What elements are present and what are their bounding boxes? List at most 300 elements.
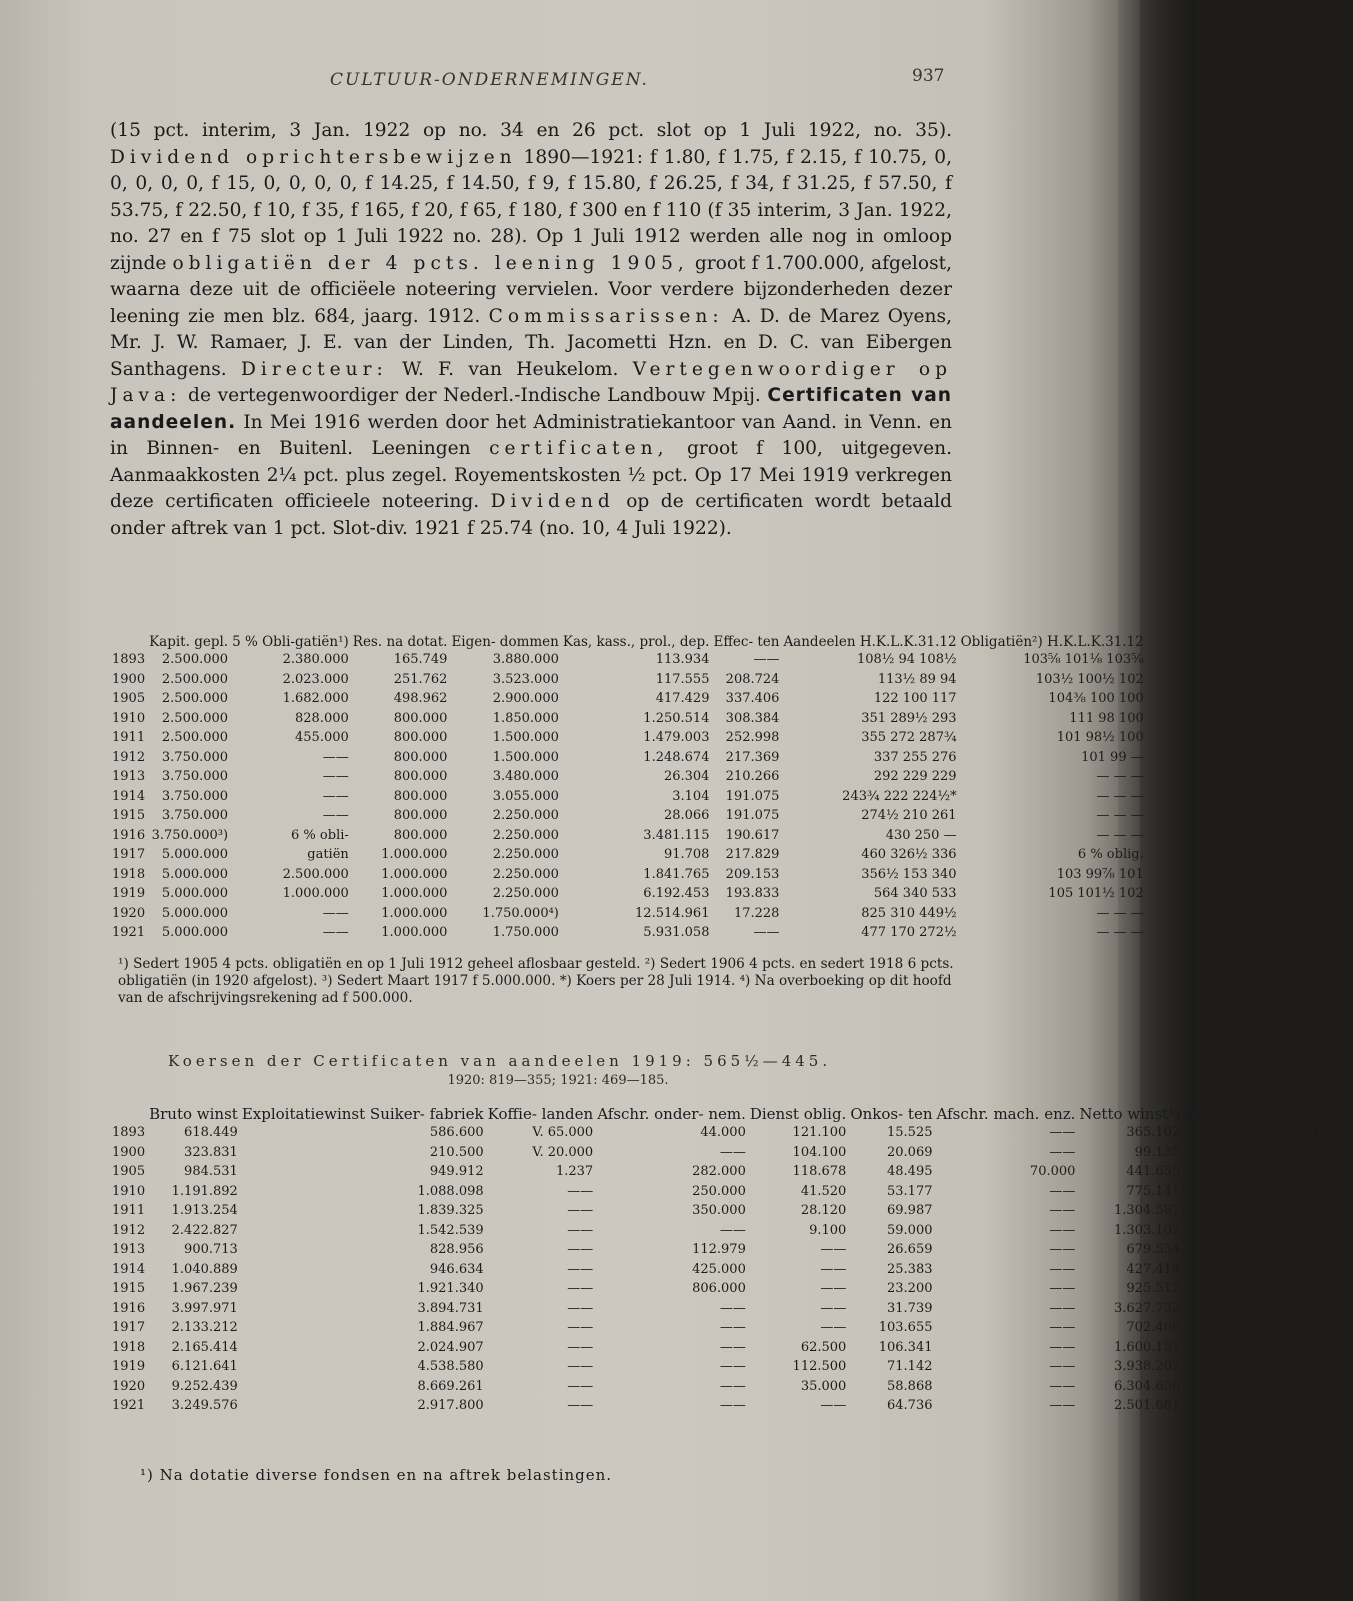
table-cell: 105 101½ 102 <box>1048 886 1144 901</box>
table-cell: 337 255 276 <box>873 749 957 765</box>
table-cell: 28.066 <box>663 808 710 823</box>
table-cell: —— <box>1049 1144 1076 1160</box>
table-cell: 1.500.000 <box>492 730 559 745</box>
table-cell: 24⅜ % <box>1254 1183 1301 1199</box>
table-cell: 28.120 <box>800 1203 847 1218</box>
table-cell: 6.192.453 <box>643 886 710 901</box>
table-cell: 441.655 <box>1126 1164 1181 1179</box>
balance-table <box>110 634 1146 943</box>
table-cell: 112.979 <box>692 1242 746 1257</box>
table-cell: 564 340 533 <box>873 886 957 901</box>
table-cell: 2.250.000 <box>492 808 559 823</box>
table-cell: 2.422.827 <box>171 1222 238 1238</box>
table-cell: f110.— <box>1304 1398 1352 1413</box>
table-cell: 800.000 <box>393 788 448 804</box>
table-row <box>110 767 1146 787</box>
table-cell: —— <box>322 808 349 823</box>
table-cell: —— <box>322 905 349 921</box>
table-cell: —— <box>1049 1203 1076 1218</box>
table-cell: 9.100 <box>809 1222 847 1238</box>
table-cell: 3.880.000 <box>492 652 559 667</box>
table-cell: 40⅛ % <box>1254 1203 1301 1218</box>
column-header: Exploitatiewinst Suiker- fabriek <box>241 1105 484 1123</box>
year-cell: 1917 <box>112 847 146 862</box>
table-cell: —— <box>567 1359 594 1374</box>
table-cell: 64.736 <box>887 1398 933 1413</box>
year-cell: 1916 <box>112 1300 146 1316</box>
table-cell: 800.000 <box>393 827 448 843</box>
table-cell: 949.912 <box>429 1164 484 1179</box>
table-cell: 925.512 <box>1126 1281 1181 1296</box>
table-cell: 101 99 — <box>1081 749 1144 765</box>
director-text: W. F. van Heukelom. <box>387 358 633 380</box>
table-cell: 308.384 <box>725 710 780 726</box>
table-cell: 8.669.261 <box>417 1378 484 1394</box>
table-cell: 1.750.000⁴) <box>482 905 559 921</box>
table-cell: 12.514.961 <box>635 905 710 921</box>
table-row <box>110 1240 1353 1260</box>
column-header: Koffie- landen <box>487 1105 594 1123</box>
table-cell: —— <box>567 1398 594 1413</box>
body-text <box>110 118 952 542</box>
running-title: CULTUUR-ONDERNEMINGEN. <box>330 70 649 90</box>
year-cell: 1893 <box>112 652 146 667</box>
table-cell: 3.750.000 <box>161 769 229 784</box>
table-cell: 3.938.202 <box>1114 1359 1181 1374</box>
table-cell: 618.449 <box>184 1125 238 1140</box>
table-cell: —— <box>820 1261 847 1277</box>
table-cell: —— <box>322 925 349 940</box>
table-cell: 5.000.000 <box>161 905 229 921</box>
table-cell: 103.655 <box>878 1320 933 1335</box>
table-cell: 800.000 <box>393 749 448 765</box>
table-cell: 44.000 <box>700 1125 746 1140</box>
table-cell: f 22.50 <box>1305 1242 1352 1257</box>
table-cell: —— <box>719 1300 746 1316</box>
table-cell: 96 % <box>1267 1378 1301 1394</box>
table-cell: 112.500 <box>792 1359 847 1374</box>
table-cell: 2.500.000 <box>161 652 229 667</box>
table-cell: —— <box>567 1222 594 1238</box>
table-cell: 2.380.000 <box>282 652 349 667</box>
certificates-heading: Certificaten van aandeelen. <box>110 385 952 433</box>
table-cell: —— <box>719 1144 746 1160</box>
table-row <box>110 806 1146 826</box>
table-cell: 113.934 <box>655 652 710 667</box>
table-cell: 191.075 <box>725 788 780 804</box>
table-cell: —— <box>820 1320 847 1335</box>
column-header: Bruto winst <box>149 1105 238 1123</box>
table-cell: 104.100 <box>792 1144 847 1160</box>
table-cell: — — — <box>1096 925 1144 940</box>
table-cell: f 14.50 <box>1305 1164 1352 1179</box>
table-cell: —— <box>1049 1378 1076 1394</box>
table-cell: —— <box>567 1281 594 1296</box>
table-cell: 39 % <box>1267 1398 1301 1413</box>
table-cell: 365.102 <box>1126 1125 1181 1140</box>
table-cell: —— <box>820 1281 847 1296</box>
table-cell: 118.678 <box>792 1164 847 1179</box>
table-cell: — — — <box>1096 808 1144 823</box>
table-cell: 5.000.000 <box>161 886 229 901</box>
column-header: Eigen- dommen <box>451 634 559 650</box>
table-cell: f 53.75 <box>1305 1222 1352 1238</box>
table-cell: 806.000 <box>692 1281 746 1296</box>
table-cell: 3.523.000 <box>492 671 559 687</box>
table-cell: 3.249.576 <box>171 1398 238 1413</box>
table-cell: 6.121.641 <box>171 1359 238 1374</box>
table-cell: 59.000 <box>887 1222 933 1238</box>
table-cell: —— <box>1049 1339 1076 1355</box>
table-header-row <box>110 1105 1353 1123</box>
table-cell: 1.839.325 <box>417 1203 484 1218</box>
representative-text: de vertegenwoordiger der Nederl.-Indische Landbouw Mpij. <box>181 385 768 406</box>
table-cell: 274½ 210 261 <box>861 808 957 823</box>
table-cell: 9.252.439 <box>171 1378 238 1394</box>
table-cell: —— <box>567 1339 594 1355</box>
table-cell: 477 170 272½ <box>861 925 957 940</box>
table-cell: —— <box>753 652 780 667</box>
obligation-label: obligatiën der 4 pcts. leening 1905, <box>172 252 689 274</box>
table-cell: —— <box>820 1398 847 1413</box>
table-cell: 4.538.580 <box>417 1359 484 1374</box>
table-row <box>110 1201 1353 1221</box>
table-cell: —— <box>567 1320 594 1335</box>
table-row <box>110 1318 1353 1338</box>
table-cell: 351 289½ 293 <box>861 710 957 726</box>
table-header-row <box>110 634 1146 650</box>
table-cell: f 10.— <box>1308 1261 1352 1277</box>
year-cell: 1913 <box>112 1242 146 1257</box>
table-cell: 800.000 <box>393 710 448 726</box>
table-cell: —— <box>719 1398 746 1413</box>
table-cell: 1.237 <box>555 1164 594 1179</box>
column-header: Onkos- ten <box>850 1105 933 1123</box>
table-cell: 26.304 <box>663 769 710 784</box>
table-row <box>110 1357 1353 1377</box>
column-header: Afschr. onder- nem. <box>597 1105 746 1123</box>
table-cell: 1.967.239 <box>171 1281 238 1296</box>
representative-label: Vertegenwoordiger op Java: <box>110 358 953 406</box>
table-cell: 70.000 <box>1029 1164 1076 1179</box>
page-number: 937 <box>912 66 945 86</box>
dividend-label: Dividend oprichtersbewijzen <box>110 146 517 168</box>
table-cell: 101 98½ 100 <box>1056 730 1144 745</box>
director-label: Directeur: <box>241 358 388 380</box>
table-cell: gatiën <box>307 847 349 862</box>
table-cell: 3.9 % <box>1263 1144 1301 1160</box>
column-header: Aandeelen H.K.L.K.31.12 <box>783 634 957 650</box>
table-row <box>110 1182 1353 1202</box>
table-cell: 99.135 <box>1134 1144 1181 1160</box>
table-cell: 91.708 <box>663 847 710 862</box>
table-cell: 946.634 <box>429 1261 484 1277</box>
table-cell: 430 250 — <box>885 827 957 843</box>
table-cell: 3.627.732 <box>1114 1300 1181 1316</box>
certificate-prices <box>168 1052 948 1090</box>
table-cell: —— <box>1325 1144 1352 1160</box>
table-cell: 498.962 <box>393 691 448 706</box>
table-cell: 1.921.340 <box>417 1281 484 1296</box>
table-row <box>110 845 1146 865</box>
table-cell: 23.200 <box>887 1281 933 1296</box>
year-cell: 1910 <box>112 1183 146 1199</box>
table-cell: 209.153 <box>725 866 780 882</box>
table-cell: 6 % obli- <box>291 827 349 843</box>
table-cell: —— <box>719 1339 746 1355</box>
column-header: Netto winst¹) <box>1079 1105 1181 1123</box>
year-cell: 1905 <box>112 1164 146 1179</box>
table-cell: 208.724 <box>725 671 780 687</box>
table-cell: 2.917.800 <box>417 1398 484 1413</box>
table-cell: 48.495 <box>887 1164 933 1179</box>
table-cell: 111 98 100 <box>1069 710 1144 726</box>
table-cell: 3.480.000 <box>492 769 559 784</box>
table-cell: 1.850.000 <box>492 710 559 726</box>
column-header: Res. na dotat. <box>352 634 448 650</box>
table-cell: 1.500.000 <box>492 749 559 765</box>
table-cell: 26.659 <box>887 1242 933 1257</box>
table-cell: 1.000.000 <box>381 886 448 901</box>
prices-line-1: Koersen der Certificaten van aandeelen 1919: 565½—445. <box>168 1052 832 1070</box>
table-cell: f 57.50 <box>1305 1203 1352 1218</box>
table-row <box>110 1221 1353 1241</box>
table-cell: 1.191.892 <box>171 1183 238 1199</box>
table-cell: —— <box>1049 1398 1076 1413</box>
table-row <box>110 1279 1353 1299</box>
table-cell: 1.913.254 <box>171 1203 238 1218</box>
table-cell: 1.088.098 <box>417 1183 484 1199</box>
table-cell: f165.— <box>1304 1300 1352 1316</box>
table-cell: 217.829 <box>725 847 780 862</box>
column-header: Kas, kass., prol., dep. <box>562 634 710 650</box>
table-cell: —— <box>1049 1261 1076 1277</box>
table-cell: 108½ 94 108½ <box>856 652 957 667</box>
table-cell: 1.304.587 <box>1114 1203 1181 1218</box>
year-cell: 1900 <box>112 1144 146 1160</box>
year-cell: 1919 <box>112 886 146 901</box>
table-cell: f 2.15 <box>1313 1125 1352 1140</box>
table-cell: 5.931.058 <box>643 925 710 940</box>
year-cell: 1920 <box>112 905 146 921</box>
table-cell: 2.250.000 <box>492 827 559 843</box>
table-cell: 1.000.000 <box>381 847 448 862</box>
table-cell: 2.900.000 <box>492 691 559 706</box>
table-cell: 282.000 <box>692 1164 746 1179</box>
table-cell: 31.739 <box>887 1300 933 1316</box>
table-cell: 2.023.000 <box>282 671 349 687</box>
profit-table <box>110 1105 1353 1416</box>
obligation-text: groot f 1.700.000, afgelost, waarna deze uit de officiëele noteering vervielen. Voor verdere bijzonderheden dezer leening zie men blz. 684, jaarg. 1912. <box>110 252 952 327</box>
table-cell: 252.998 <box>725 730 780 745</box>
table-cell: 2.500.000 <box>161 710 229 726</box>
table-cell: —— <box>719 1222 746 1238</box>
year-cell: 1911 <box>112 730 146 745</box>
table-cell: —— <box>322 749 349 765</box>
year-cell: 1910 <box>112 710 146 726</box>
table-cell: —— <box>567 1203 594 1218</box>
column-header: Afschr. mach. enz. <box>936 1105 1076 1123</box>
column-header: Dienst oblig. <box>749 1105 847 1123</box>
table-row <box>110 826 1146 846</box>
footnote-text: ¹) Sedert 1905 4 pcts. obligatiën en op 1 Juli 1912 geheel aflosbaar gesteld. ²) Sedert 1906 4 pcts. en sedert 1918 6 pcts. obligatiën (in 1920 afgelost). ³) Sedert Maart 1917 f 5.000.000. *) Koers per 28 Juli 1914. ⁴) Na overboeking op dit hoofd van de afschrijvingsrekening ad f 500.000. <box>118 956 954 1006</box>
table-cell: 828.956 <box>429 1242 484 1257</box>
table-row <box>110 1123 1353 1143</box>
table-cell: 106.341 <box>878 1339 933 1355</box>
table-cell: 2.165.414 <box>171 1339 238 1355</box>
table-cell: — — — <box>1096 827 1144 843</box>
table-cell: 1.750.000 <box>492 925 559 940</box>
table-cell: 62.500 <box>800 1339 847 1355</box>
year-cell: 1912 <box>112 749 146 765</box>
table-cell: 3.750.000 <box>161 749 229 765</box>
table-cell: 460 326½ 336 <box>861 847 957 862</box>
table-cell: 1.250.514 <box>643 710 710 726</box>
table-row <box>110 923 1146 943</box>
column-header <box>110 634 147 650</box>
table-cell: —— <box>1049 1300 1076 1316</box>
table-cell: 103⅝ 101⅛ 103⅝ <box>1023 652 1144 667</box>
table-cell: —— <box>1049 1222 1076 1238</box>
column-header <box>110 1105 147 1123</box>
table-cell: —— <box>1049 1359 1076 1374</box>
table-cell: 427.414 <box>1126 1261 1181 1277</box>
table-cell: 2.024.907 <box>417 1339 484 1355</box>
profit-footnote: ¹) Na dotatie diverse fondsen en na aftrek belastingen. <box>140 1466 613 1484</box>
table-cell: 825 310 449½ <box>861 905 957 921</box>
table-cell: 2.501.681 <box>1114 1398 1181 1413</box>
table-cell: 1.000.000 <box>282 886 349 901</box>
column-header: Obligatiën²) H.K.L.K.31.12 <box>960 634 1144 650</box>
table-cell: 1.600.157 <box>1114 1339 1181 1355</box>
table-cell: 800.000 <box>393 730 448 745</box>
table-row <box>110 670 1146 690</box>
table-cell: —— <box>1049 1242 1076 1257</box>
table-cell: 210.500 <box>429 1144 484 1160</box>
table-cell: 25.383 <box>887 1261 933 1277</box>
table-cell: 210.266 <box>725 769 780 784</box>
year-cell: 1912 <box>112 1222 146 1238</box>
table-cell: —— <box>719 1359 746 1374</box>
table-cell: 53.177 <box>887 1183 933 1199</box>
table-cell: —— <box>1049 1183 1076 1199</box>
table-cell: —— <box>753 925 780 940</box>
table-cell: 217.369 <box>725 749 780 765</box>
table-row <box>110 1338 1353 1358</box>
table-cell: f 20.— <box>1308 1320 1352 1335</box>
year-cell: 1893 <box>112 1125 146 1140</box>
year-cell: 1914 <box>112 1261 146 1277</box>
table-row <box>110 1299 1353 1319</box>
column-header: 5 % Obli-gatiën¹) <box>232 634 349 650</box>
table-row <box>110 1377 1353 1397</box>
year-cell: 1918 <box>112 1339 146 1355</box>
table-cell: 2.500.000 <box>161 671 229 687</box>
table-cell: V. 20.000 <box>532 1144 594 1160</box>
year-cell: 1911 <box>112 1203 146 1218</box>
table-cell: —— <box>820 1300 847 1316</box>
year-cell: 1900 <box>112 671 146 687</box>
table-cell: 3.997.971 <box>171 1300 238 1316</box>
year-cell: 1915 <box>112 1281 146 1296</box>
dividend-cert-text: op de certificaten wordt betaald onder aftrek van 1 pct. Slot-div. 1921 f 25.74 (no. 10, 4 Juli 1922). <box>110 491 952 539</box>
table-cell: f300.— <box>1304 1378 1352 1394</box>
paragraph <box>110 118 952 542</box>
year-cell: 1917 <box>112 1320 146 1335</box>
table-cell: 2.250.000 <box>492 886 559 901</box>
year-cell: 1920 <box>112 1378 146 1394</box>
table-cell: 104⅜ 100 100 <box>1048 691 1144 706</box>
table-cell: 1.000.000 <box>381 866 448 882</box>
table-cell: f 31.25 <box>1305 1183 1352 1199</box>
table-cell: 1.000.000 <box>381 925 448 940</box>
table-cell: 35.000 <box>800 1378 847 1394</box>
table-row <box>110 787 1146 807</box>
year-cell: 1916 <box>112 827 146 843</box>
table-cell: 1.841.765 <box>643 866 710 882</box>
table-cell: 3.750.000 <box>161 808 229 823</box>
table-cell: 2.500.000 <box>161 691 229 706</box>
table-cell: 800.000 <box>393 769 448 784</box>
table-cell: 10 % <box>1267 1261 1301 1277</box>
table-cell: 350.000 <box>692 1203 746 1218</box>
table-cell: 1.884.967 <box>417 1320 484 1335</box>
table-cell: —— <box>719 1378 746 1394</box>
table-cell: 60 % <box>1267 1359 1301 1374</box>
table-cell: 3.894.731 <box>417 1300 484 1316</box>
table-cell: 113½ 89 94 <box>877 671 957 687</box>
table-cell: 5.000.000 <box>161 847 229 862</box>
table-cell: V. 65.000 <box>532 1125 594 1140</box>
table-cell: 243¾ 222 224½* <box>842 788 957 804</box>
table-row <box>110 728 1146 748</box>
table-row <box>110 748 1146 768</box>
table-cell: 103½ 100½ 102 <box>1035 671 1144 687</box>
column-header: Dividend Aand. <box>1184 1105 1301 1123</box>
table-cell: 1.542.539 <box>417 1222 484 1238</box>
certificates-label: certificaten, <box>489 438 669 459</box>
table-row <box>110 904 1146 924</box>
year-cell: 1913 <box>112 769 146 784</box>
table-cell: f 65.— <box>1308 1339 1352 1355</box>
table-cell: 2.133.212 <box>171 1320 238 1335</box>
year-cell: 1921 <box>112 925 146 940</box>
table-cell: 72 % <box>1267 1300 1301 1316</box>
table-cell: 165.749 <box>393 652 448 667</box>
table-cell: 3.104 <box>672 788 710 804</box>
table-cell: 800.000 <box>393 808 448 823</box>
commissioners-text: A. D. de Marez Oyens, Mr. J. W. Ramaer, J. E. van der Linden, Th. Jacometti Hzn. en D. C. van Eibergen Santhagens. <box>110 305 952 380</box>
table-cell: 455.000 <box>295 730 349 745</box>
table-cell: —— <box>567 1242 594 1257</box>
table-cell: 828.000 <box>295 710 349 726</box>
year-cell: 1919 <box>112 1359 146 1374</box>
column-header: Effec- ten <box>713 634 780 650</box>
table-cell: 58.868 <box>887 1378 933 1394</box>
table-cell: 425.000 <box>692 1261 746 1277</box>
table-row <box>110 1260 1353 1280</box>
table-cell: 15.525 <box>887 1125 933 1140</box>
table-row <box>110 1396 1353 1416</box>
table-cell: 3.055.000 <box>492 788 559 804</box>
table-cell: —— <box>820 1242 847 1257</box>
table-cell: 679.534 <box>1126 1242 1181 1257</box>
table-cell: 6 % oblig. <box>1077 847 1144 862</box>
table-cell: 6.304.656 <box>1114 1378 1181 1394</box>
table-footnotes <box>118 956 958 1007</box>
table-cell: 355 272 287¾ <box>861 730 957 745</box>
table-cell: f180.— <box>1304 1359 1352 1374</box>
